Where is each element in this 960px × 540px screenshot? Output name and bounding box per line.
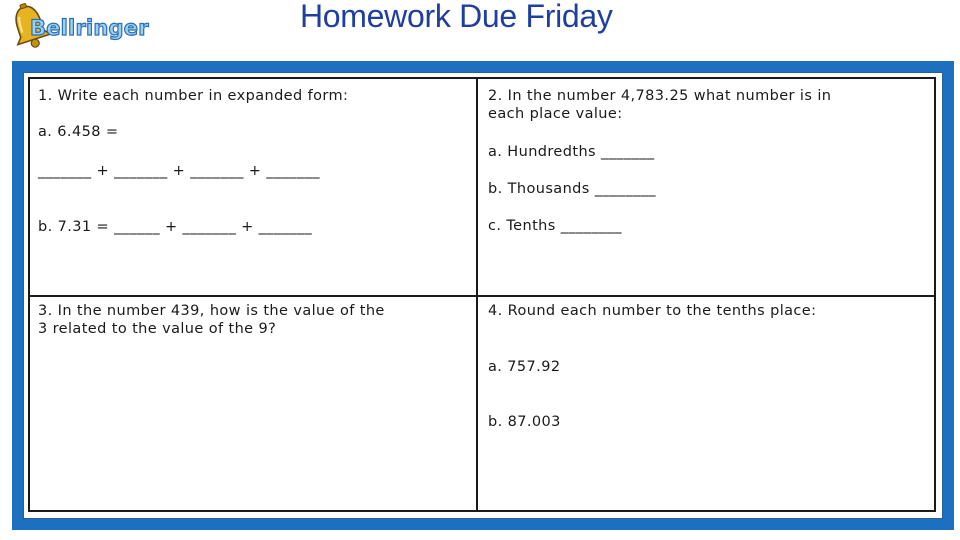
question-2-prompt-line2: each place value:: [488, 106, 623, 122]
question-1-cell: [30, 79, 476, 295]
question-2c: c. Tenths ________: [488, 218, 622, 234]
brand-label: Bellringer: [30, 16, 149, 40]
bellringer-logo: [8, 2, 148, 52]
question-1a-label: a. 6.458 =: [38, 124, 119, 140]
question-4-cell: [478, 297, 934, 510]
question-2b: b. Thousands ________: [488, 181, 656, 197]
page-title: Homework Due Friday: [300, 0, 613, 34]
worksheet-grid: [28, 77, 936, 512]
worksheet-frame: [12, 61, 954, 530]
question-4-prompt: 4. Round each number to the tenths place:: [488, 303, 817, 319]
question-1-prompt: 1. Write each number in expanded form:: [38, 88, 349, 104]
question-2-cell: [478, 79, 934, 295]
question-3-prompt-line1: 3. In the number 439, how is the value of the: [38, 303, 385, 319]
worksheet-panel: [23, 72, 943, 519]
question-3-cell: [30, 297, 476, 510]
question-2-prompt-line1: 2. In the number 4,783.25 what number is in: [488, 88, 832, 104]
question-3-prompt-line2: 3 related to the value of the 9?: [38, 321, 277, 337]
question-2a: a. Hundredths _______: [488, 144, 655, 160]
question-4b: b. 87.003: [488, 414, 561, 430]
question-1a-blanks: _______ + _______ + _______ + _______: [38, 163, 320, 179]
question-1b-line: b. 7.31 = ______ + _______ + _______: [38, 219, 313, 235]
question-4a: a. 757.92: [488, 359, 561, 375]
